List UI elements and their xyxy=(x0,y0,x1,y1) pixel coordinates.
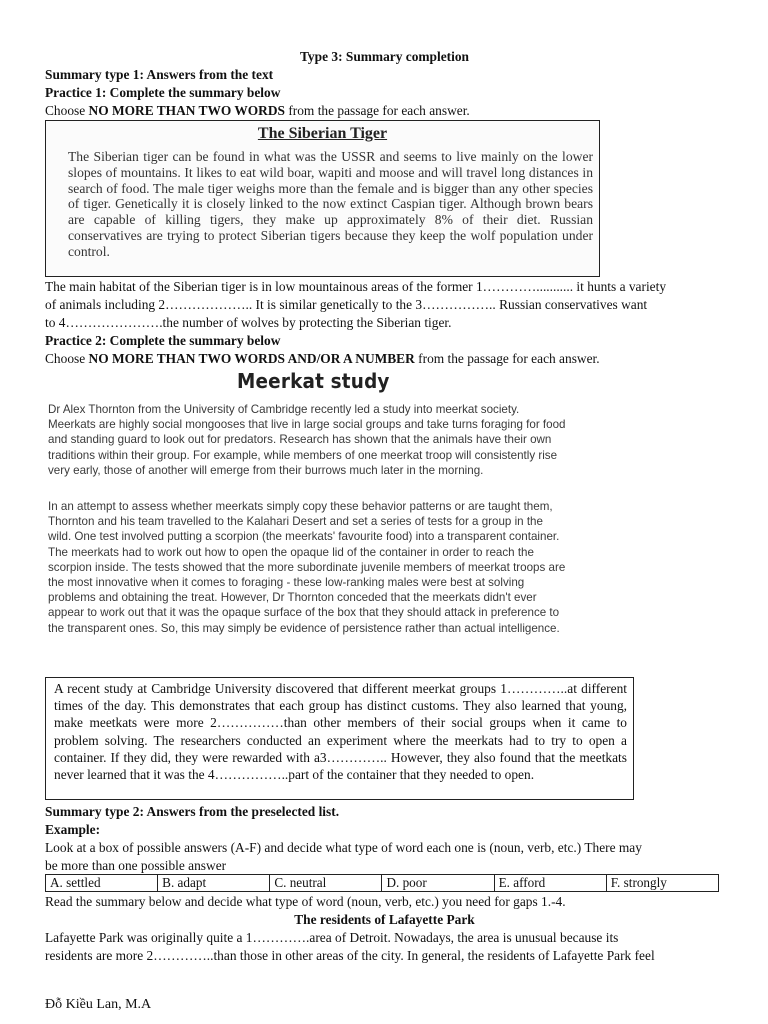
option-e: E. afford xyxy=(494,875,606,892)
option-c: C. neutral xyxy=(270,875,382,892)
practice1-heading: Practice 1: Complete the summary below xyxy=(45,85,281,100)
lafayette-line1: Lafayette Park was originally quite a 1………….area of Detroit. Nowadays, the area is unusual because its xyxy=(45,930,619,945)
answer-options-table xyxy=(45,874,719,892)
lafayette-line2: residents are more 2…………..than those in other areas of the city. In general, the residents of Lafayette Park feel xyxy=(45,948,655,963)
meerkat-paragraph-2: In an attempt to assess whether meerkats simply copy these behavior patterns or are taught them, Thornton and his team travelled to the Kalahari Desert and set a series of tests for a group in the wild. One test involved putting a scorpion (the meerkats' favourite food) into a transparent container. The meerkats had to work out how to open the opaque lid of the container in order to reach the scorpion inside. The tests showed that the more subordinate juvenile members of meerkat troops are the most innovative when it comes to foraging - these low-ranking males were best at solving problems and obtaining the treat. However, Dr Thornton conceded that the meerkats didn't ever appear to work out that it was the opaque surface of the box that they should attack in preference to the transparent ones. So, this may simply be evidence of persistence rather than actual intelligence. xyxy=(48,500,566,635)
meerkat-paragraph-1: Dr Alex Thornton from the University of Cambridge recently led a study into meerkat society. Meerkats are highly social mongooses that live in large social groups and take turns foraging for food and standing guard to look out for predators. Research has shown that the animals have their own traditions within their group. For example, while members of one meerkat troop will consistently rise very early, those of another will emerge from their burrows much later in the morning. xyxy=(48,403,566,477)
option-b: B. adapt xyxy=(158,875,270,892)
summary1-line1: The main habitat of the Siberian tiger is in low mountainous areas of the former 1…………........... it hunts a variety xyxy=(45,279,667,294)
practice2-instruction: Choose NO MORE THAN TWO WORDS AND/OR A NUMBER from the passage for each answer. xyxy=(45,351,600,366)
summary1-line2: of animals including 2……………….. It is similar genetically to the 3…………….. Russian conservatives want xyxy=(45,297,648,312)
practice1-instruction: Choose NO MORE THAN TWO WORDS from the passage for each answer. xyxy=(45,103,470,118)
section-heading-type2: Summary type 2: Answers from the preselected list. xyxy=(45,804,340,819)
passage-text: The Siberian tiger can be found in what was the USSR and seems to live mainly on the lower slopes of mountains. It likes to eat wild boar, wapiti and moose and will travel long distances in search of food. The male tiger weighs more than the female and is bigger than any other species of tiger. Genetically it is closely linked to the now extinct Caspian tiger. Although brown bears are capable of killing tigers, they make up approximately 8% of their diet. Russian conservatives are trying to protect Siberian tigers because they keep the wolf population under control. xyxy=(68,149,593,259)
page-title: Type 3: Summary completion xyxy=(300,49,469,64)
meerkat-passage-title: Meerkat study xyxy=(237,369,390,393)
option-f: F. strongly xyxy=(606,875,718,892)
example-label: Example: xyxy=(45,822,101,837)
practice2-heading: Practice 2: Complete the summary below xyxy=(45,333,281,348)
example-line1: Look at a box of possible answers (A-F) and decide what type of word each one is (noun, verb, etc.) There may xyxy=(45,840,642,855)
lafayette-title: The residents of Lafayette Park xyxy=(294,912,475,927)
passage-title: The Siberian Tiger xyxy=(257,125,388,142)
summary1-line3: to 4………………….the number of wolves by protecting the Siberian tiger. xyxy=(45,315,452,330)
meerkat-summary-box: A recent study at Cambridge University discovered that different meerkat groups 1…………..at different times of the day. This demonstrates that each group has distinct customs. They also learned that young, make meetkats were more 2……………than other members of their social groups when it came to problem solving. The researchers conducted an experiment where the meerkats had to try to open a container. If they did, they were rewarded with a3………….. However, they also found that the meetkats never learned that it was the 4……………..part of the container that they needed to open. xyxy=(45,677,634,800)
siberian-tiger-passage xyxy=(45,120,600,277)
example-line2: be more than one possible answer xyxy=(45,858,227,873)
read-instruction: Read the summary below and decide what type of word (noun, verb, etc.) you need for gaps 1.-4. xyxy=(45,894,566,909)
footer-author: Đỗ Kiều Lan, M.A xyxy=(45,997,152,1012)
section-heading-type1: Summary type 1: Answers from the text xyxy=(45,67,274,82)
option-a: A. settled xyxy=(46,875,158,892)
table-row xyxy=(46,875,719,892)
option-d: D. poor xyxy=(382,875,494,892)
